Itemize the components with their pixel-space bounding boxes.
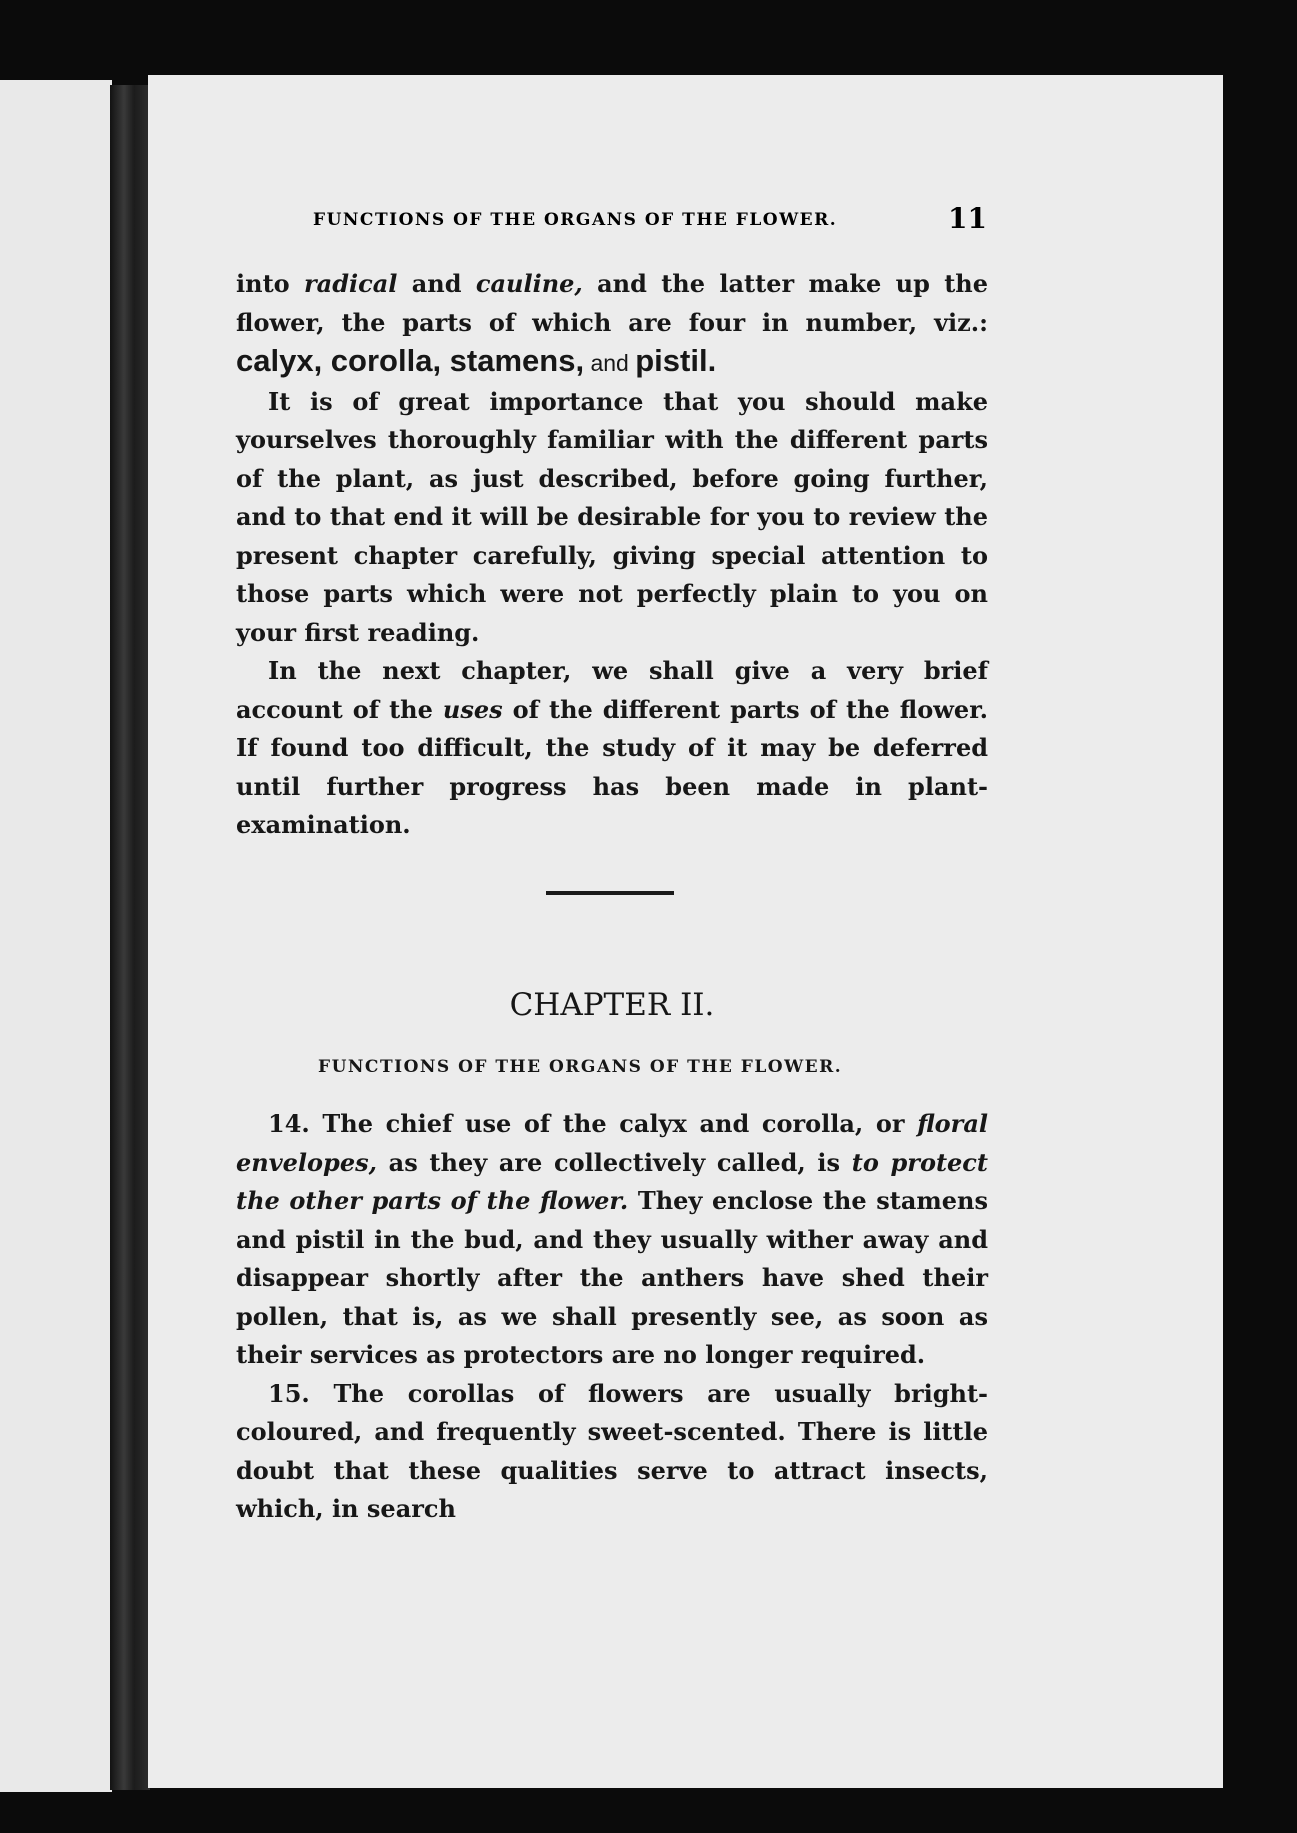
left-page-edge xyxy=(0,80,112,1792)
paragraph-15: 15. The corollas of flowers are usually bright-coloured, and frequently sweet-scented. There is little doubt that these qualities serve to attract insects, which, in search xyxy=(236,1378,988,1523)
book-page xyxy=(148,75,1223,1788)
paragraph-intro-2: It is of great importance that you should make yourselves thoroughly familiar with the different parts of the plant, as just described, before going further, and to that end it will be desirable for you to review the present chapter carefully, giving special attention to those parts which were not perfectly plain to you on your first reading. xyxy=(236,386,988,647)
term-pistil: pistil. xyxy=(635,343,717,378)
term-uses: uses xyxy=(442,694,503,724)
paragraph-intro-3: In the next chapter, we shall give a very brief account of the uses of the different parts of the flower. If found too difficult, the study of it may be deferred until further progress has been made in plant-examination. xyxy=(236,656,988,839)
book-spine xyxy=(110,85,150,1790)
chapter-text xyxy=(236,1105,988,1529)
term-calyx-corolla-stamens: calyx, corolla, stamens, xyxy=(236,343,585,378)
running-head: FUNCTIONS OF THE ORGANS OF THE FLOWER. xyxy=(313,210,838,230)
paragraph-intro-1: into radical and cauline, and the latter make up the flower, the parts of which are four in number, viz.: calyx, corolla, stamens, and pistil. xyxy=(236,269,989,378)
intro-text xyxy=(236,265,988,845)
term-floral-envelopes: floral envelopes, xyxy=(236,1109,988,1177)
phrase-to-protect: to protect the other parts of the flower. xyxy=(236,1147,989,1215)
chapter-title: CHAPTER II. xyxy=(509,987,715,1023)
term-radical: radical xyxy=(304,269,398,298)
chapter-subtitle: FUNCTIONS OF THE ORGANS OF THE FLOWER. xyxy=(318,1057,843,1077)
section-divider xyxy=(546,891,674,895)
page-number: 11 xyxy=(948,202,987,235)
term-cauline: cauline, xyxy=(475,269,583,298)
paragraph-14: 14. The chief use of the calyx and corolla, or floral envelopes, as they are collectively called, is to protect the other parts of the flower. They enclose the stamens and pistil in the bud, and they usually wither away and disappear shortly after the anthers have shed their pollen, that is, as we shall presently see, as soon as their services as protectors are no longer required. xyxy=(236,1109,989,1369)
